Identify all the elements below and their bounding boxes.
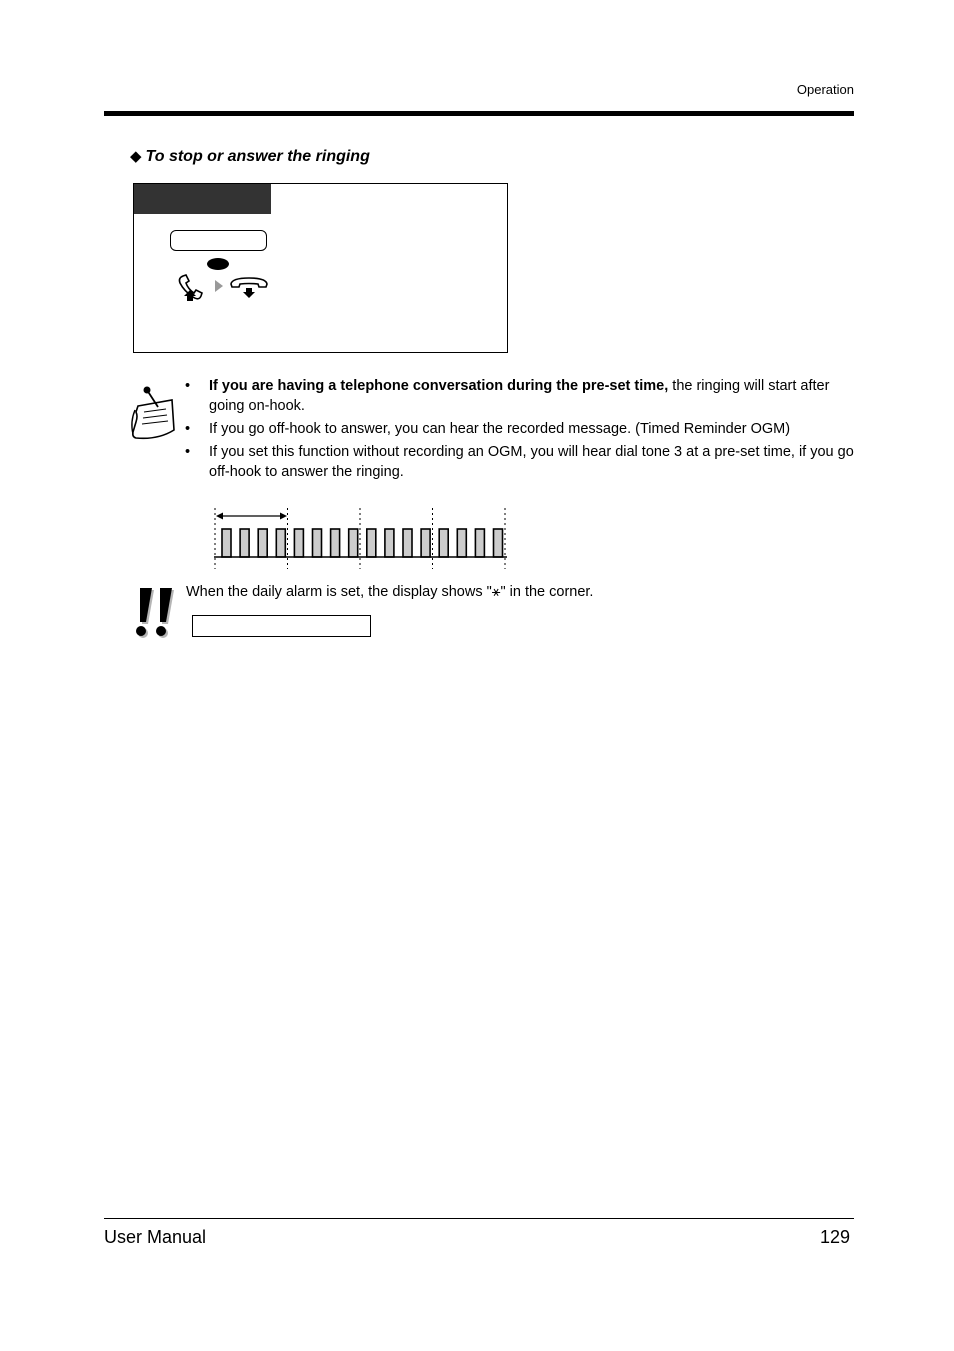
note-text: the ringing will start after going on-hook. (209, 378, 830, 414)
period-arrow (216, 513, 287, 520)
tone-pulse (421, 529, 430, 557)
dial-tone-diagram (210, 505, 515, 578)
tone-pulse (385, 529, 394, 557)
tone-pulse (331, 529, 340, 557)
section-title (130, 147, 370, 166)
note-text: If you go off-hook to answer, you can hear the recorded message. (Timed Reminder OGM) (209, 421, 791, 437)
tone-pulse (457, 529, 466, 557)
note-item (185, 419, 855, 439)
notes-list (185, 376, 855, 485)
arrow-right-icon (215, 280, 223, 292)
tone-pulse (475, 529, 484, 557)
header-section-label: Operation (796, 82, 854, 97)
oval-dot-icon (207, 258, 229, 270)
display-preview-box (192, 615, 371, 637)
section-title-text: To stop or answer the ringing (145, 148, 370, 165)
diamond-icon: ◆ (130, 148, 142, 165)
footer-rule (104, 1218, 854, 1219)
note-text: If you set this function without recording an OGM, you will hear dial tone 3 at a pre-set time, if you go off-hook to answer the ringing. (209, 444, 854, 480)
procedure-box (133, 183, 508, 353)
handset-sequence (174, 272, 274, 307)
handset-offhook-icon (179, 275, 202, 301)
bullet: • (185, 378, 191, 394)
handset-onhook-icon (231, 278, 267, 298)
tone-pulse (240, 529, 249, 557)
note-bold-text: If you are having a telephone conversation during the pre-set time, (209, 378, 669, 394)
display-slot (170, 230, 267, 251)
tone-pulse (258, 529, 267, 557)
note-item (185, 376, 855, 416)
tone-pulse (313, 529, 322, 557)
notepad-pin-icon (128, 382, 178, 447)
tone-pulse (349, 529, 358, 557)
tone-pulse (222, 529, 231, 557)
note-item (185, 442, 855, 482)
tone-pulse-train (222, 529, 503, 557)
header-rule (104, 111, 854, 116)
page-number: 129 (819, 1227, 850, 1247)
bullet: • (185, 444, 191, 460)
tone-pulse (367, 529, 376, 557)
bullet: • (185, 421, 191, 437)
procedure-tab (134, 184, 271, 214)
tone-pulse (439, 529, 448, 557)
double-exclamation-icon (130, 586, 174, 647)
warning-text: When the daily alarm is set, the display shows "⚹" in the corner. (186, 584, 594, 600)
tone-pulse (494, 529, 503, 557)
tone-pulse (403, 529, 412, 557)
tone-pulse (276, 529, 285, 557)
footer-title: User Manual (104, 1227, 207, 1247)
tone-pulse (294, 529, 303, 557)
